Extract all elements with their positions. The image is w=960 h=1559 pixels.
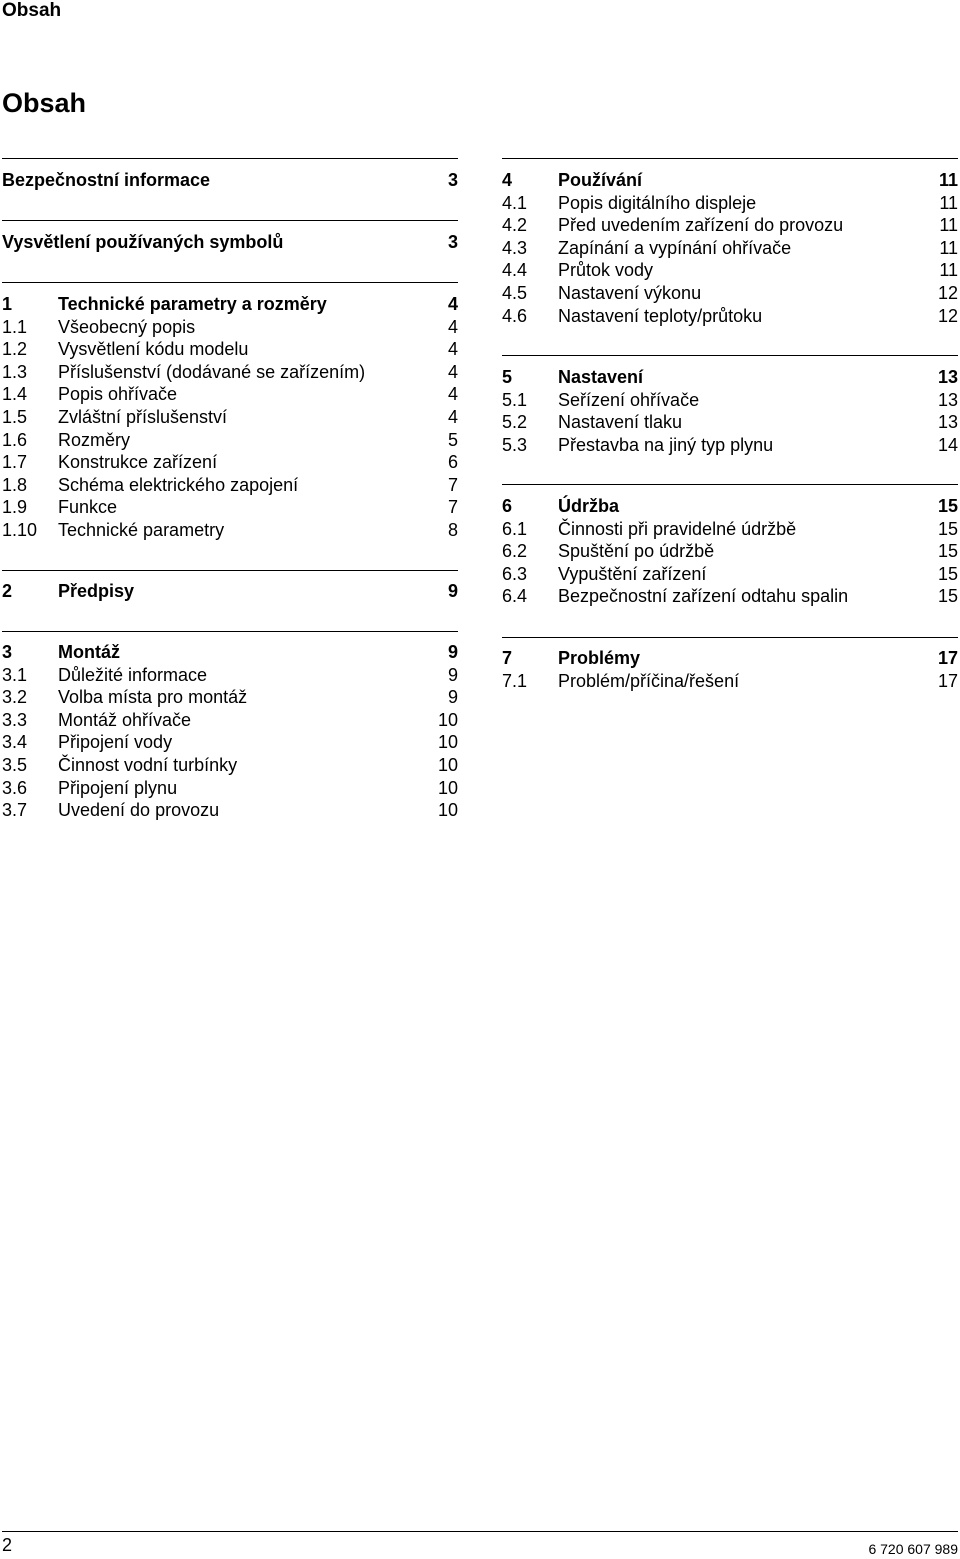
toc-entry-number: 3	[2, 642, 13, 662]
toc-entry[interactable]	[502, 305, 958, 328]
toc-entry-title: Rozměry	[58, 429, 131, 450]
toc-entry-page: 9	[447, 664, 458, 685]
toc-entry-page: 4	[447, 384, 458, 405]
toc-entry-number: 1.3	[2, 361, 28, 382]
toc-entry-number: 1.8	[2, 474, 28, 495]
toc-entry-title: Nastavení teploty/průtoku	[558, 305, 763, 326]
toc-entry-number: 6	[502, 496, 513, 516]
toc-entry[interactable]	[2, 641, 458, 664]
toc-entry[interactable]	[2, 580, 458, 603]
toc-entry-page: 11	[939, 215, 958, 236]
toc-entry-title: Údržba	[558, 496, 620, 516]
toc-entry[interactable]	[502, 670, 958, 693]
toc-entry-number: 5.3	[502, 434, 528, 455]
toc-entry[interactable]	[2, 361, 458, 384]
toc-entry-page: 10	[437, 800, 458, 821]
toc-entry[interactable]	[502, 647, 958, 670]
toc-entry[interactable]	[2, 731, 458, 754]
toc-entry-number: 4.1	[502, 192, 528, 213]
toc-entry[interactable]	[2, 293, 458, 316]
toc-entry-page: 11	[939, 237, 958, 258]
toc-entry[interactable]	[502, 518, 958, 541]
toc-entry[interactable]	[2, 709, 458, 732]
toc-entry-number: 5.1	[502, 389, 528, 410]
toc-entry[interactable]	[502, 169, 958, 192]
toc-entry-title: Před uvedením zařízení do provozu	[558, 215, 844, 236]
toc-entry[interactable]	[502, 540, 958, 563]
toc-entry-title: Přestavba na jiný typ plynu	[558, 434, 774, 455]
toc-entry-title: Zapínání a vypínání ohřívače	[558, 237, 792, 258]
toc-entry-page: 7	[447, 474, 458, 495]
toc-entry-page: 10	[437, 777, 458, 798]
toc-entry-number: 4.4	[502, 260, 528, 281]
toc-entry[interactable]	[502, 214, 958, 237]
toc-entry-number: 3.5	[2, 754, 28, 775]
toc-entry-page: 15	[937, 518, 958, 539]
toc-entry[interactable]	[2, 406, 458, 429]
toc-entry-page: 13	[937, 412, 958, 433]
toc-entry[interactable]	[2, 169, 458, 192]
toc-entry-title: Volba místa pro montáž	[58, 687, 248, 708]
toc-entry-title: Technické parametry a rozměry	[58, 294, 327, 314]
toc-entry[interactable]	[502, 366, 958, 389]
toc-entry-title: Průtok vody	[558, 260, 654, 281]
toc-entry-page: 15	[937, 496, 958, 516]
toc-entry[interactable]	[2, 429, 458, 452]
toc-entry-title: Vypuštění zařízení	[558, 563, 707, 584]
toc-entry-title: Konstrukce zařízení	[58, 452, 218, 473]
toc-entry-number: 3.3	[2, 709, 28, 730]
toc-entry-number: 1.6	[2, 429, 28, 450]
toc-entry[interactable]	[2, 799, 458, 822]
toc-entry-page: 5	[447, 429, 458, 450]
toc-entry-number: 1.10	[2, 519, 38, 540]
toc-entry-title: Připojení vody	[58, 732, 173, 753]
toc-entry-page: 7	[447, 497, 458, 518]
toc-entry-page: 6	[447, 452, 458, 473]
toc-entry-number: 4	[502, 170, 513, 190]
toc-section-symbols	[2, 220, 458, 254]
toc-entry-page: 11	[939, 260, 958, 281]
toc-entry-page: 3	[447, 170, 458, 190]
toc-entry-number: 6.1	[502, 518, 528, 539]
toc-entry-page: 17	[937, 670, 958, 691]
toc-entry-number: 3.2	[2, 687, 28, 708]
toc-entry-page: 13	[937, 367, 958, 387]
toc-section-2	[2, 570, 458, 603]
toc-entry[interactable]	[502, 259, 958, 282]
toc-entry[interactable]	[502, 495, 958, 518]
toc-entry-number: 7.1	[502, 670, 528, 691]
toc-entry-title: Montáž	[58, 642, 120, 662]
toc-entry-title: Činnosti při pravidelné údržbě	[558, 518, 797, 539]
toc-entry-title: Montáž ohřívače	[58, 709, 192, 730]
toc-entry-title: Funkce	[58, 497, 118, 518]
toc-entry-page: 15	[937, 586, 958, 607]
toc-entry-page: 4	[447, 361, 458, 382]
toc-entry-title: Technické parametry	[58, 519, 225, 540]
toc-entry-title: Problém/příčina/řešení	[558, 670, 740, 691]
toc-entry-page: 3	[447, 232, 458, 252]
toc-entry-page: 10	[437, 754, 458, 775]
page-number: 2	[2, 1535, 13, 1555]
toc-entry-title: Popis ohřívače	[58, 384, 178, 405]
toc-entry[interactable]	[502, 563, 958, 586]
toc-entry[interactable]	[502, 237, 958, 260]
toc-entry-page: 9	[447, 642, 458, 662]
toc-entry[interactable]	[502, 389, 958, 412]
toc-entry-title: Uvedení do provozu	[58, 800, 220, 821]
toc-entry-title: Nastavení tlaku	[558, 412, 683, 433]
toc-entry-number: 3.6	[2, 777, 28, 798]
toc-entry-page: 4	[447, 339, 458, 360]
toc-entry-number: 4.2	[502, 215, 528, 236]
toc-entry-title: Problémy	[558, 648, 641, 668]
document-number: 6 720 607 989	[868, 1541, 958, 1557]
toc-entry-title: Důležité informace	[58, 664, 208, 685]
toc-entry-title: Příslušenství (dodávané se zařízením)	[58, 361, 366, 382]
toc-entry[interactable]	[2, 686, 458, 709]
footer-divider	[2, 1531, 958, 1532]
toc-entry[interactable]	[2, 383, 458, 406]
toc-entry[interactable]	[502, 282, 958, 305]
toc-entry-title: Seřízení ohřívače	[558, 389, 700, 410]
toc-entry[interactable]	[2, 519, 458, 542]
toc-entry-page: 12	[937, 282, 958, 303]
toc-entry-title: Schéma elektrického zapojení	[58, 474, 299, 495]
toc-section-5	[502, 355, 958, 456]
toc-entry-page: 8	[447, 519, 458, 540]
toc-entry-title: Vysvětlení používaných symbolů	[2, 232, 284, 252]
toc-entry[interactable]	[2, 231, 458, 254]
toc-entry-title: Vysvětlení kódu modelu	[58, 339, 249, 360]
toc-entry-number: 1.9	[2, 497, 28, 518]
toc-section-4	[502, 158, 958, 327]
toc-entry-page: 9	[447, 687, 458, 708]
toc-entry-number: 1	[2, 294, 13, 314]
toc-entry-title: Všeobecný popis	[58, 316, 196, 337]
toc-entry[interactable]	[2, 316, 458, 339]
toc-entry[interactable]	[2, 664, 458, 687]
toc-entry[interactable]	[502, 434, 958, 457]
toc-entry[interactable]	[502, 411, 958, 434]
toc-entry-number: 2	[2, 581, 13, 601]
toc-entry[interactable]	[2, 474, 458, 497]
toc-entry-page: 13	[937, 389, 958, 410]
toc-entry-number: 6.3	[502, 563, 528, 584]
toc-entry-number: 1.7	[2, 452, 28, 473]
toc-entry-page: 14	[937, 434, 958, 455]
toc-entry-title: Předpisy	[58, 581, 135, 601]
toc-entry-page: 17	[937, 648, 958, 668]
toc-entry-title: Popis digitálního displeje	[558, 192, 757, 213]
toc-entry-page: 11	[938, 170, 958, 190]
toc-entry-number: 3.1	[2, 664, 28, 685]
toc-entry-title: Připojení plynu	[58, 777, 178, 798]
toc-entry-title: Nastavení	[558, 367, 644, 387]
toc-entry[interactable]	[502, 585, 958, 608]
page-title: Obsah	[2, 88, 87, 118]
toc-entry-title: Bezpečnostní zařízení odtahu spalin	[558, 586, 849, 607]
toc-entry-page: 4	[447, 294, 458, 314]
toc-entry[interactable]	[2, 754, 458, 777]
toc-entry[interactable]	[2, 338, 458, 361]
toc-entry-page: 15	[937, 563, 958, 584]
toc-entry-page: 9	[447, 581, 458, 601]
toc-entry-number: 1.1	[2, 316, 28, 337]
toc-entry-page: 4	[447, 316, 458, 337]
toc-entry-page: 10	[437, 709, 458, 730]
toc-entry[interactable]	[2, 777, 458, 800]
toc-entry-number: 6.4	[502, 586, 528, 607]
toc-entry-title: Spuštění po údržbě	[558, 541, 715, 562]
toc-entry-title: Používání	[558, 170, 643, 190]
toc-entry-title: Bezpečnostní informace	[2, 170, 211, 190]
header-label: Obsah	[2, 0, 62, 21]
toc-section-3	[2, 631, 458, 822]
toc-entry-title: Zvláštní příslušenství	[58, 406, 228, 427]
toc-entry-number: 7	[502, 648, 513, 668]
toc-entry-number: 3.4	[2, 732, 28, 753]
toc-entry-number: 3.7	[2, 800, 28, 821]
toc-entry-page: 12	[937, 305, 958, 326]
toc-entry-page: 15	[937, 541, 958, 562]
toc-section-1	[2, 282, 458, 542]
toc-entry-number: 5.2	[502, 412, 528, 433]
toc-entry-number: 5	[502, 367, 513, 387]
toc-section-7	[502, 637, 958, 692]
toc-entry-number: 1.4	[2, 384, 28, 405]
toc-entry-number: 1.5	[2, 406, 28, 427]
toc-entry-number: 4.5	[502, 282, 528, 303]
toc-section-safety	[2, 158, 458, 192]
toc-entry-title: Činnost vodní turbínky	[58, 754, 238, 775]
toc-entry-number: 4.3	[502, 237, 528, 258]
toc-entry[interactable]	[502, 192, 958, 215]
toc-section-6	[502, 484, 958, 608]
toc-entry-title: Nastavení výkonu	[558, 282, 702, 303]
toc-entry-number: 4.6	[502, 305, 528, 326]
toc-entry[interactable]	[2, 496, 458, 519]
toc-entry[interactable]	[2, 451, 458, 474]
toc-entry-page: 11	[939, 192, 958, 213]
toc-entry-number: 6.2	[502, 541, 528, 562]
toc-entry-page: 10	[437, 732, 458, 753]
toc-entry-number: 1.2	[2, 339, 28, 360]
toc-entry-page: 4	[447, 406, 458, 427]
